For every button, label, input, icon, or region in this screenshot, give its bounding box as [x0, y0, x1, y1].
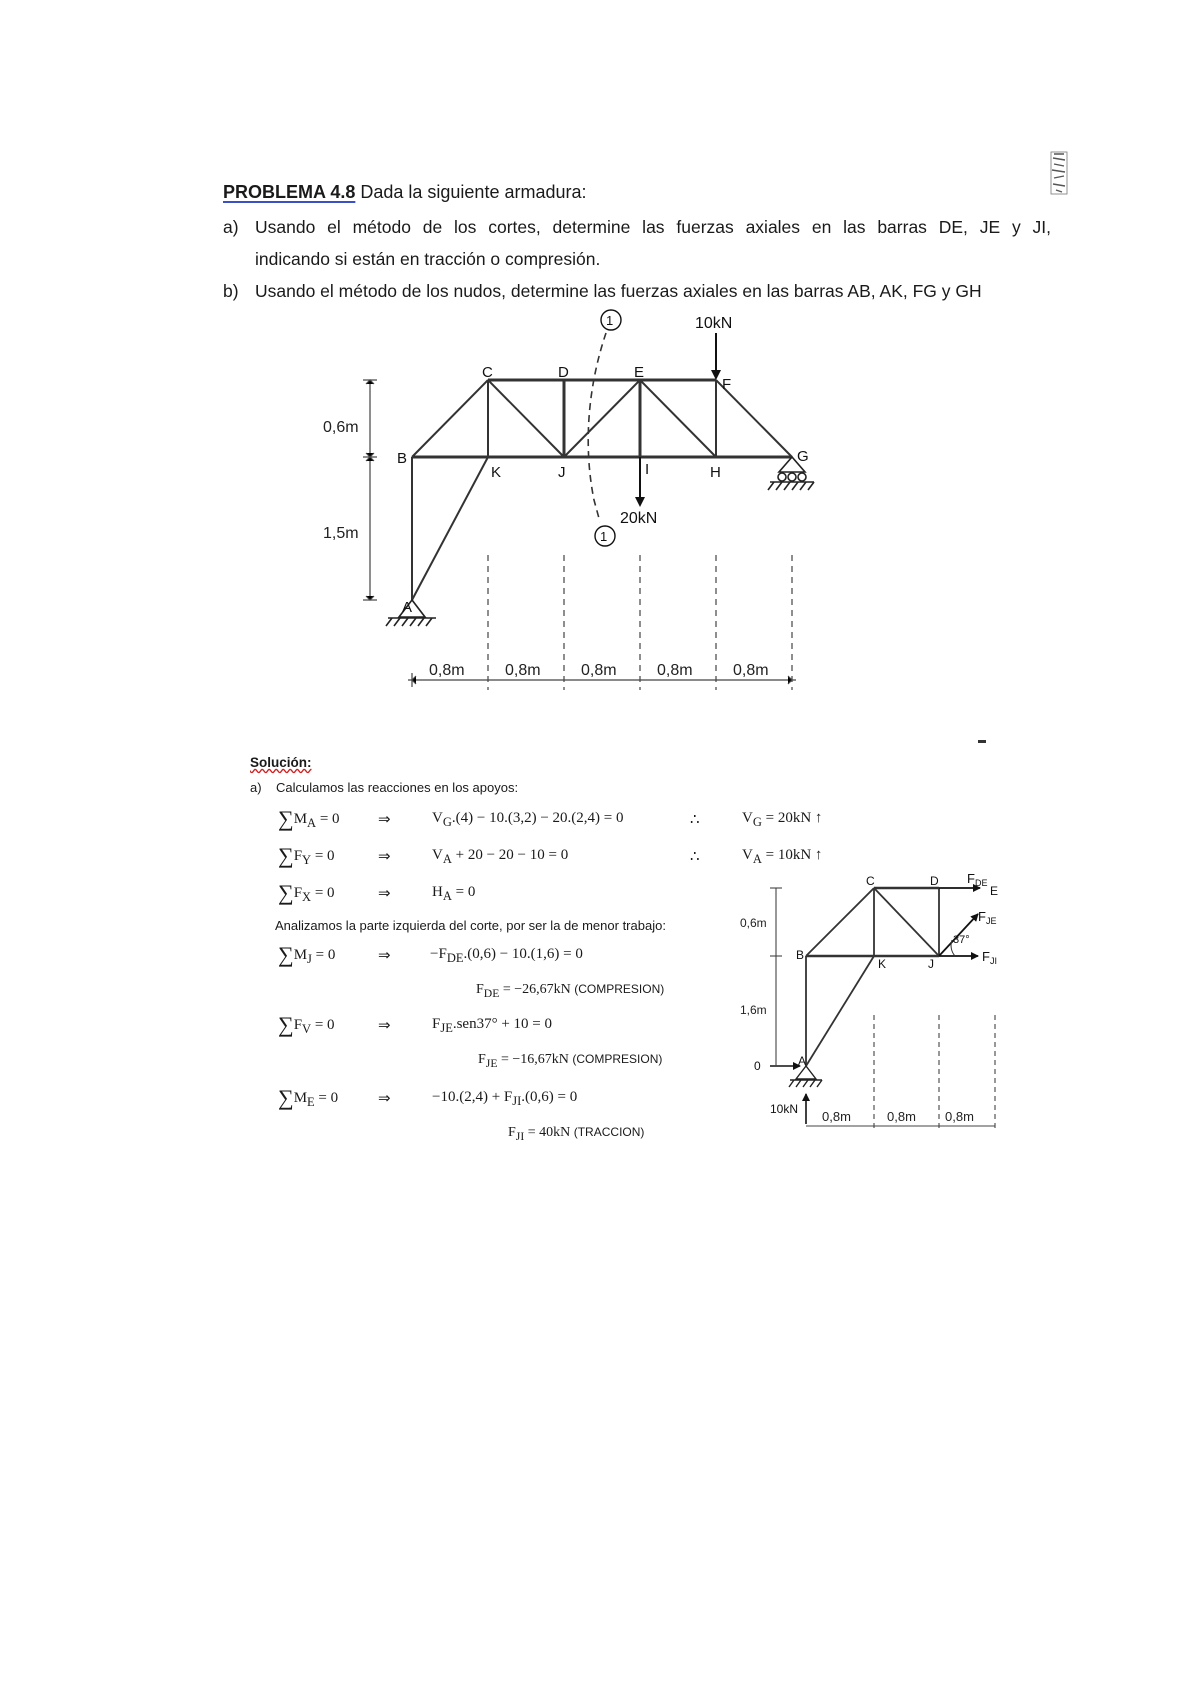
implies-3: ⇒ [378, 886, 391, 902]
implies-6: ⇒ [378, 1091, 391, 1107]
implies-4: ⇒ [378, 948, 391, 964]
fbd-node-c: C [866, 874, 875, 888]
node-d: D [558, 364, 569, 381]
dim-span-1: 0,8m [429, 662, 465, 679]
result-va: $V_A = 10kN$ ↑ [742, 847, 823, 866]
problem-number: PROBLEMA 4.8 [223, 182, 356, 202]
analysis-note: Analizamos la parte izquierda del corte, por ser la de menor trabajo: [275, 918, 666, 933]
fbd-node-e: E [990, 884, 999, 898]
fbd-support-a [789, 1066, 822, 1087]
node-e: E [634, 364, 645, 381]
result-f-ji: $F_{JI} = 40kN$ (TRACCION) [508, 1125, 645, 1143]
solution-title: Solución: [250, 755, 312, 770]
dim-span-5: 0,8m [733, 662, 769, 679]
node-h: H [710, 464, 721, 481]
implies-2: ⇒ [378, 849, 391, 865]
eq-moment-e: $\sum M_E = 0$ [278, 1085, 339, 1110]
load-label-f: 10kN [695, 315, 733, 332]
reaction-h-label: 0 [754, 1059, 761, 1073]
implies-5: ⇒ [378, 1018, 391, 1034]
angle-label: 37° [953, 934, 970, 946]
node-g: G [797, 448, 809, 465]
node-b: B [397, 450, 408, 467]
dim-height-lower: 1,5m [323, 525, 359, 542]
result-f-je: $F_{JE} = -16,67kN$ (COMPRESION) [478, 1052, 663, 1070]
fbd-node-a: A [798, 1054, 807, 1068]
item-b-text: Usando el método de los nudos, determine las fuerzas axiales en las barras AB, AK, FG y GH [255, 281, 982, 301]
label-f-de: $F_{DE}$ [967, 871, 988, 888]
load-label-i: 20kN [620, 510, 658, 527]
item-a-marker: a) [223, 217, 239, 237]
fbd-node-k: K [878, 957, 887, 971]
node-k: K [491, 464, 502, 481]
problem-title-text: Dada la siguiente armadura: [355, 182, 587, 202]
fbd-members [806, 888, 939, 1066]
therefore-1: ∴ [690, 812, 700, 828]
dim-span-2: 0,8m [505, 662, 541, 679]
problem-item-a-continued: indicando si están en tracción o compresión. [255, 249, 601, 269]
fbd-dim-span-1: 0,8m [822, 1109, 851, 1124]
eq-moment-e-body: $-10.(2,4) + F_{JI}.(0,6) = 0$ [432, 1089, 578, 1108]
eq-force-v: $\sum F_V = 0$ [278, 1012, 335, 1037]
node-c: C [482, 364, 493, 381]
implies-1: ⇒ [378, 812, 391, 828]
result-vg: $V_G = 20kN$ ↑ [742, 810, 823, 829]
solution-a-marker: a) [250, 780, 262, 795]
eq-force-x-body: $H_A = 0$ [432, 884, 476, 903]
fbd-node-j: J [928, 957, 934, 971]
solution-a-text: Calculamos las reacciones en los apoyos: [276, 780, 519, 795]
eq-moment-j: $\sum M_J = 0$ [278, 942, 336, 967]
eq-moment-a: $\sum M_A = 0$ [278, 806, 340, 831]
fbd-dim-vertical [770, 888, 782, 1066]
cut-label-top: 1 [606, 313, 614, 328]
result-f-de: $F_{DE} = -26,67kN$ (COMPRESION) [476, 982, 665, 1000]
therefore-2: ∴ [690, 849, 700, 865]
cut-label-bottom: 1 [600, 529, 608, 544]
eq-force-v-body: $F_{JE}.sen37^\circ + 10 = 0$ [432, 1016, 553, 1035]
eq-force-y-body: $V_A + 20 - 20 - 10 = 0$ [432, 847, 569, 866]
eq-moment-j-body: $-F_{DE}.(0,6) - 10.(1,6) = 0$ [430, 946, 583, 965]
dim-span-4: 0,8m [657, 662, 693, 679]
item-b-marker: b) [223, 281, 239, 301]
fbd-dim-span-3: 0,8m [945, 1109, 974, 1124]
fbd-node-b: B [796, 948, 805, 962]
reaction-v-label: 10kN [770, 1102, 799, 1116]
fbd-dim-height-lower: 1,6m [740, 1003, 767, 1017]
dim-height-upper: 0,6m [323, 419, 359, 436]
node-j: J [558, 464, 566, 481]
fbd-dim-height-upper: 0,6m [740, 916, 767, 930]
node-a: A [402, 599, 413, 616]
fbd-node-d: D [930, 874, 939, 888]
eq-force-x: $\sum F_X = 0$ [278, 880, 335, 905]
item-a-text: Usando el método de los cortes, determine las fuerzas axiales en las barras DE, JE y JI, [255, 217, 1051, 237]
node-f: F [722, 376, 732, 393]
eq-force-y: $\sum F_Y = 0$ [278, 843, 335, 868]
node-i: I [645, 461, 650, 478]
eq-moment-a-body: $V_G.(4) - 10.(3,2) - 20.(2,4) = 0$ [432, 810, 624, 829]
dim-span-3: 0,8m [581, 662, 617, 679]
label-f-ji: $F_{JI}$ [982, 949, 997, 966]
fbd-dim-span-2: 0,8m [887, 1109, 916, 1124]
label-f-je: $F_{JE}$ [978, 909, 997, 926]
